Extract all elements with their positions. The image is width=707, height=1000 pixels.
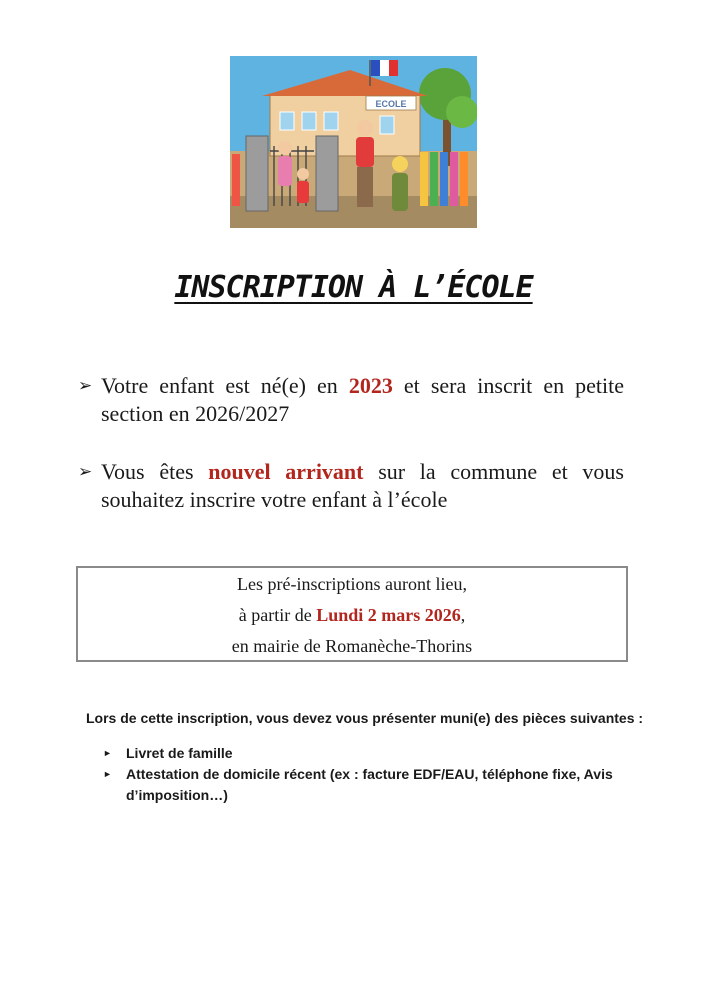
info-line-3: en mairie de Romanèche-Thorins [231,636,473,656]
document-item [86,743,646,764]
school-illustration [230,56,477,228]
info-date: Lundi 2 mars 2026 [316,605,461,625]
sign-text: ECOLE [375,99,407,109]
triangle-bullet-icon: ► [103,769,112,779]
bullet-text-after: sur la commune et vous souhaitez inscrire votre enfant à l’école [101,459,624,512]
bullet-item [78,458,624,514]
document-item-text: Livret de famille [126,745,233,761]
triangle-bullet-icon: ► [103,748,112,758]
info-line-2 [78,600,626,631]
info-line-2-after: , [460,605,466,625]
bullet-text-before: Vous êtes [101,459,209,484]
bullet-text-after: et sera inscrit en petite section en 2026/2027 [101,373,624,426]
documents-section [86,708,646,806]
bullet-list [78,372,624,544]
bullet-highlight: 2023 [348,373,393,398]
documents-intro: Lors de cette inscription, vous devez vous présenter muni(e) des pièces suivantes : [86,710,644,726]
info-box [76,566,628,662]
arrow-bullet-icon: ➢ [78,462,93,481]
title-text: INSCRIPTION À L’ÉCOLE [174,270,533,305]
bullet-highlight: nouvel arrivant [208,459,364,484]
title [0,270,707,305]
arrow-bullet-icon: ➢ [78,376,93,395]
bullet-text-before: Votre enfant est né(e) en [101,373,349,398]
document-item [86,764,646,806]
bullet-item [78,372,624,428]
document-item-text: Attestation de domicile récent (ex : facture EDF/EAU, téléphone fixe, Avis d’imposition…) [126,766,613,803]
info-line-1: Les pré-inscriptions auront lieu, [237,574,467,594]
info-line-2-before: à partir de [238,605,317,625]
